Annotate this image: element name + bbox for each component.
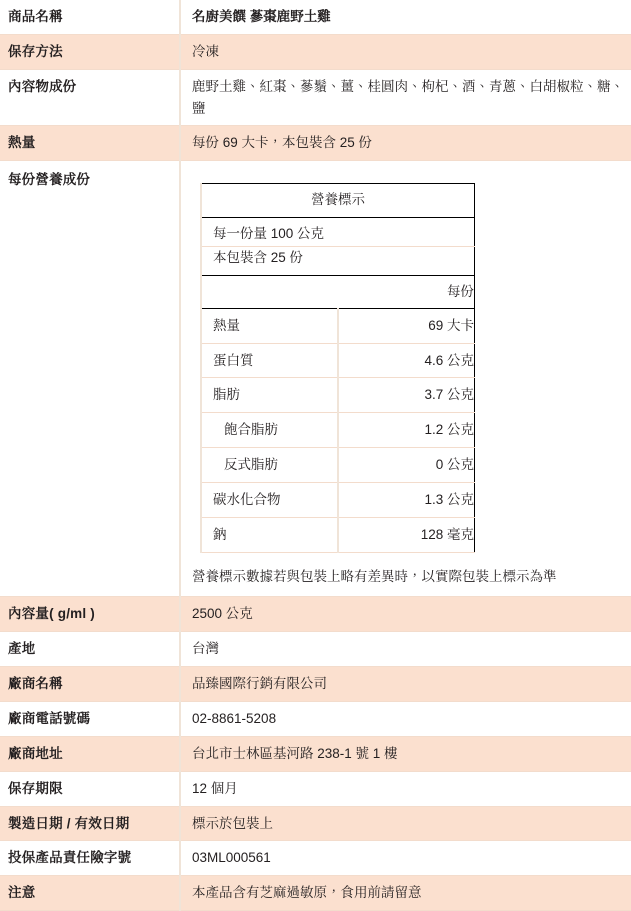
nutrition-item-name: 熱量 — [201, 308, 338, 343]
nutrition-title: 營養標示 — [201, 184, 475, 218]
nutrition-title-row — [201, 184, 475, 218]
row-label-origin: 產地 — [0, 632, 180, 667]
table-row-shelf-life — [0, 771, 631, 806]
nutrition-serving-size: 每一份量 100 公克 — [201, 218, 475, 247]
table-row-calories — [0, 126, 631, 161]
nutrition-item-value: 3.7 公克 — [338, 378, 475, 413]
nutrition-item-name: 脂肪 — [201, 378, 338, 413]
nutrition-item-value: 0 公克 — [338, 448, 475, 483]
row-value-product-name — [180, 0, 631, 34]
nutrition-servings-per-pack: 本包裝含 25 份 — [201, 247, 475, 276]
nutrition-column-header-row — [201, 275, 475, 308]
row-label-notice: 注意 — [0, 876, 180, 911]
nutrition-item-value: 4.6 公克 — [338, 343, 475, 378]
table-row-product-name — [0, 0, 631, 34]
nutrition-item-name: 鈉 — [201, 517, 338, 552]
table-row-origin — [0, 632, 631, 667]
row-label-storage-method: 保存方法 — [0, 34, 180, 69]
nutrition-item-row — [201, 448, 475, 483]
table-row-net-content — [0, 597, 631, 632]
nutrition-column-header: 每份 — [201, 275, 475, 308]
row-value-notice: 本產品含有芝麻過敏原，食用前請留意 — [180, 876, 631, 911]
nutrition-item-name: 碳水化合物 — [201, 483, 338, 518]
row-label-nutrition-per-serving: 每份營養成份 — [0, 161, 180, 597]
nutrition-disclaimer: 營養標示數據若與包裝上略有差異時，以實際包裝上標示為準 — [192, 568, 557, 584]
nutrition-serving-size-row — [201, 218, 475, 247]
nutrition-item-value: 69 大卡 — [338, 308, 475, 343]
row-value-storage-method: 冷凍 — [180, 34, 631, 69]
nutrition-item-row — [201, 483, 475, 518]
nutrition-item-name: 蛋白質 — [201, 343, 338, 378]
row-value-manufacturer-phone: 02-8861-5208 — [180, 701, 631, 736]
table-row-manufacturer-name — [0, 667, 631, 702]
row-label-calories: 熱量 — [0, 126, 180, 161]
row-value-origin: 台灣 — [180, 632, 631, 667]
nutrition-item-row — [201, 343, 475, 378]
row-label-shelf-life: 保存期限 — [0, 771, 180, 806]
table-row-manufacturer-address — [0, 736, 631, 771]
row-label-production-expiry-date: 製造日期 / 有效日期 — [0, 806, 180, 841]
row-label-net-content: 內容量( g/ml ) — [0, 597, 180, 632]
row-value-manufacturer-address: 台北市士林區基河路 238-1 號 1 樓 — [180, 736, 631, 771]
row-label-product-liability-insurance: 投保產品責任險字號 — [0, 841, 180, 876]
nutrition-item-row — [201, 413, 475, 448]
row-value-ingredients: 鹿野土雞、紅棗、蔘鬚、薑、桂圓肉、枸杞、酒、青蔥、白胡椒粒、糖、鹽 — [180, 69, 631, 126]
nutrition-item-value: 1.2 公克 — [338, 413, 475, 448]
row-label-manufacturer-name: 廠商名稱 — [0, 667, 180, 702]
row-value-nutrition-per-serving — [180, 161, 631, 597]
table-row-product-liability-insurance — [0, 841, 631, 876]
nutrition-facts-panel — [200, 183, 475, 552]
nutrition-item-name: 反式脂肪 — [201, 448, 338, 483]
nutrition-item-row — [201, 308, 475, 343]
nutrition-item-value: 1.3 公克 — [338, 483, 475, 518]
nutrition-item-row — [201, 517, 475, 552]
row-label-manufacturer-phone: 廠商電話號碼 — [0, 701, 180, 736]
table-row-nutrition-per-serving — [0, 161, 631, 597]
table-row-ingredients — [0, 69, 631, 126]
product-name-text: 名廚美饌 蔘棗鹿野土雞 — [192, 9, 331, 24]
row-label-product-name: 商品名稱 — [0, 0, 180, 34]
table-row-production-expiry-date — [0, 806, 631, 841]
row-value-manufacturer-name: 品臻國際行銷有限公司 — [180, 667, 631, 702]
nutrition-item-value: 128 毫克 — [338, 517, 475, 552]
row-label-manufacturer-address: 廠商地址 — [0, 736, 180, 771]
row-value-production-expiry-date: 標示於包裝上 — [180, 806, 631, 841]
table-row-notice — [0, 876, 631, 911]
row-value-calories: 每份 69 大卡，本包裝含 25 份 — [180, 126, 631, 161]
row-value-product-liability-insurance: 03ML000561 — [180, 841, 631, 876]
nutrition-servings-per-pack-row — [201, 247, 475, 276]
nutrition-item-name: 飽合脂肪 — [201, 413, 338, 448]
row-label-ingredients: 內容物成份 — [0, 69, 180, 126]
nutrition-item-row — [201, 378, 475, 413]
table-row-storage-method — [0, 34, 631, 69]
table-row-manufacturer-phone — [0, 701, 631, 736]
row-value-net-content: 2500 公克 — [180, 597, 631, 632]
nutrition-facts-body — [201, 184, 475, 552]
row-value-shelf-life: 12 個月 — [180, 771, 631, 806]
